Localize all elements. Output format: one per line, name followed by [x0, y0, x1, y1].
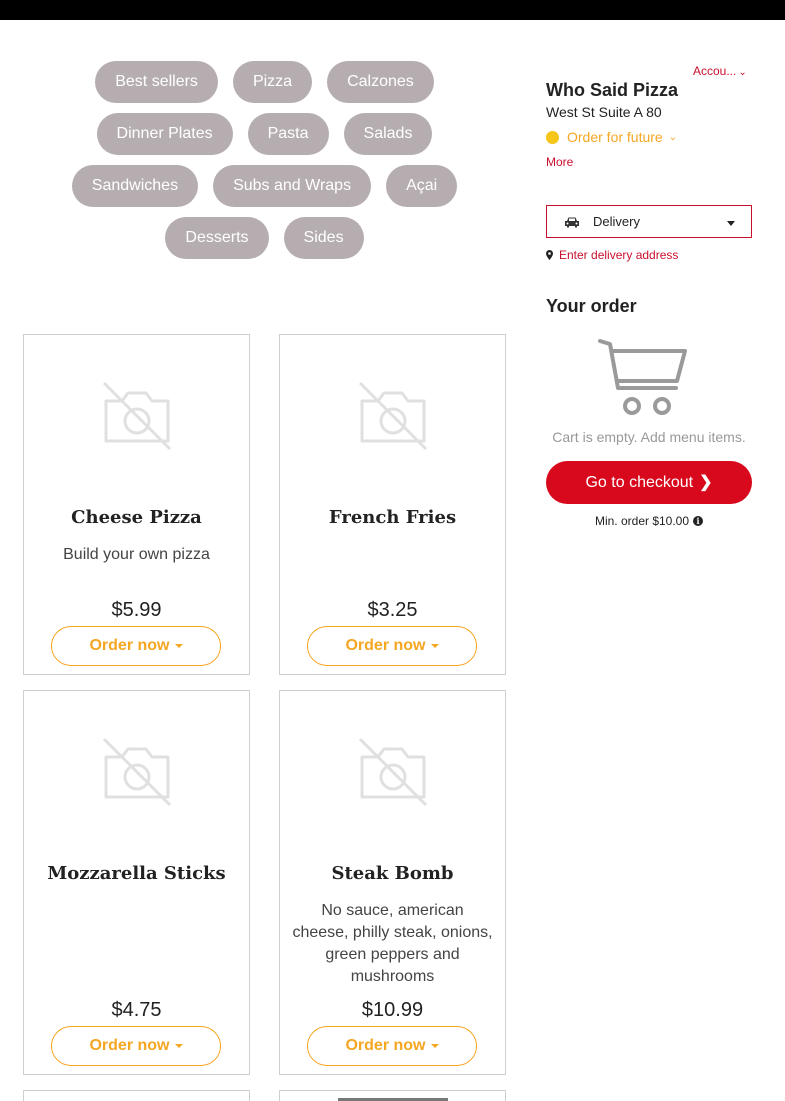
cart-empty-message: Cart is empty. Add menu items.	[552, 429, 746, 445]
product-price: $10.99	[361, 999, 424, 1021]
restaurant-name: Who Said Pizza	[546, 80, 679, 100]
chevron-down-icon: ⌄	[668, 131, 678, 143]
category-pill-best-sellers[interactable]: Best sellers	[95, 61, 218, 103]
category-pill-sides[interactable]: Sides	[284, 217, 364, 259]
chevron-right-icon: ❯	[699, 474, 713, 491]
info-icon[interactable]: i	[693, 516, 703, 526]
category-row	[23, 61, 506, 103]
category-nav	[23, 61, 506, 269]
order-now-button[interactable]	[51, 626, 221, 666]
car-icon	[564, 216, 580, 228]
order-for-future-toggle[interactable]	[546, 129, 677, 145]
enter-delivery-address-link[interactable]	[546, 248, 678, 262]
product-name: Mozzarella Sticks	[47, 863, 226, 884]
product-card-french-fries[interactable]	[279, 334, 506, 675]
account-label: Accou...	[693, 64, 737, 78]
chevron-down-icon: ⌄	[738, 67, 747, 78]
order-for-future-label: Order for future	[567, 129, 663, 145]
product-card[interactable]	[23, 1090, 250, 1101]
caret-down-icon	[727, 221, 735, 226]
top-bar	[0, 0, 785, 20]
delivery-mode-label: Delivery	[593, 214, 640, 229]
product-description: No sauce, american cheese, philly steak, onions, green peppers and mushrooms	[292, 902, 493, 985]
product-description: Build your own pizza	[63, 546, 210, 563]
no-photo-icon	[356, 735, 430, 809]
category-pill-calzones[interactable]: Calzones	[327, 61, 434, 103]
product-price: $4.75	[111, 999, 162, 1021]
min-order-label: Min. order $10.00	[594, 514, 690, 528]
status-dot-icon	[546, 131, 559, 144]
order-now-button[interactable]	[51, 1026, 221, 1066]
enter-delivery-address-label: Enter delivery address	[559, 248, 679, 262]
order-now-button[interactable]	[307, 1026, 477, 1066]
category-pill-desserts[interactable]: Desserts	[165, 217, 268, 259]
order-now-label: Order now	[345, 1037, 426, 1054]
restaurant-address: West St Suite A 80	[546, 104, 662, 120]
order-now-label: Order now	[89, 1037, 170, 1054]
shopping-cart-icon	[598, 338, 688, 416]
checkout-label: Go to checkout	[585, 474, 694, 491]
category-pill-salads[interactable]: Salads	[344, 113, 433, 155]
product-price: $5.99	[111, 599, 162, 621]
product-name: Cheese Pizza	[71, 507, 202, 528]
category-row	[23, 217, 506, 259]
product-name: French Fries	[328, 507, 457, 528]
caret-down-icon	[431, 644, 439, 648]
caret-down-icon	[175, 1044, 183, 1048]
map-pin-icon	[546, 250, 553, 260]
product-card-cheese-pizza[interactable]	[23, 334, 250, 675]
your-order-heading: Your order	[546, 296, 637, 316]
product-name: Steak Bomb	[331, 863, 454, 884]
account-menu[interactable]	[689, 64, 751, 82]
go-to-checkout-button[interactable]	[546, 461, 752, 504]
min-order-note	[546, 514, 752, 528]
order-now-label: Order now	[345, 637, 426, 654]
caret-down-icon	[175, 644, 183, 648]
caret-down-icon	[431, 1044, 439, 1048]
delivery-mode-select[interactable]	[546, 205, 752, 238]
order-now-label: Order now	[89, 637, 170, 654]
category-row	[23, 113, 506, 155]
category-row	[23, 165, 506, 207]
category-pill-subs-and-wraps[interactable]: Subs and Wraps	[213, 165, 371, 207]
category-pill-dinner-plates[interactable]: Dinner Plates	[97, 113, 233, 155]
category-pill-sandwiches[interactable]: Sandwiches	[72, 165, 198, 207]
product-price: $3.25	[367, 599, 418, 621]
order-now-button[interactable]	[307, 626, 477, 666]
category-pill-pizza[interactable]: Pizza	[233, 61, 312, 103]
no-photo-icon	[100, 735, 174, 809]
no-photo-icon	[356, 379, 430, 453]
category-pill-acai[interactable]: Açai	[386, 165, 457, 207]
product-card-steak-bomb[interactable]	[279, 690, 506, 1075]
more-link[interactable]: More	[546, 155, 574, 169]
category-pill-pasta[interactable]: Pasta	[248, 113, 329, 155]
product-card-mozzarella-sticks[interactable]	[23, 690, 250, 1075]
no-photo-icon	[100, 379, 174, 453]
